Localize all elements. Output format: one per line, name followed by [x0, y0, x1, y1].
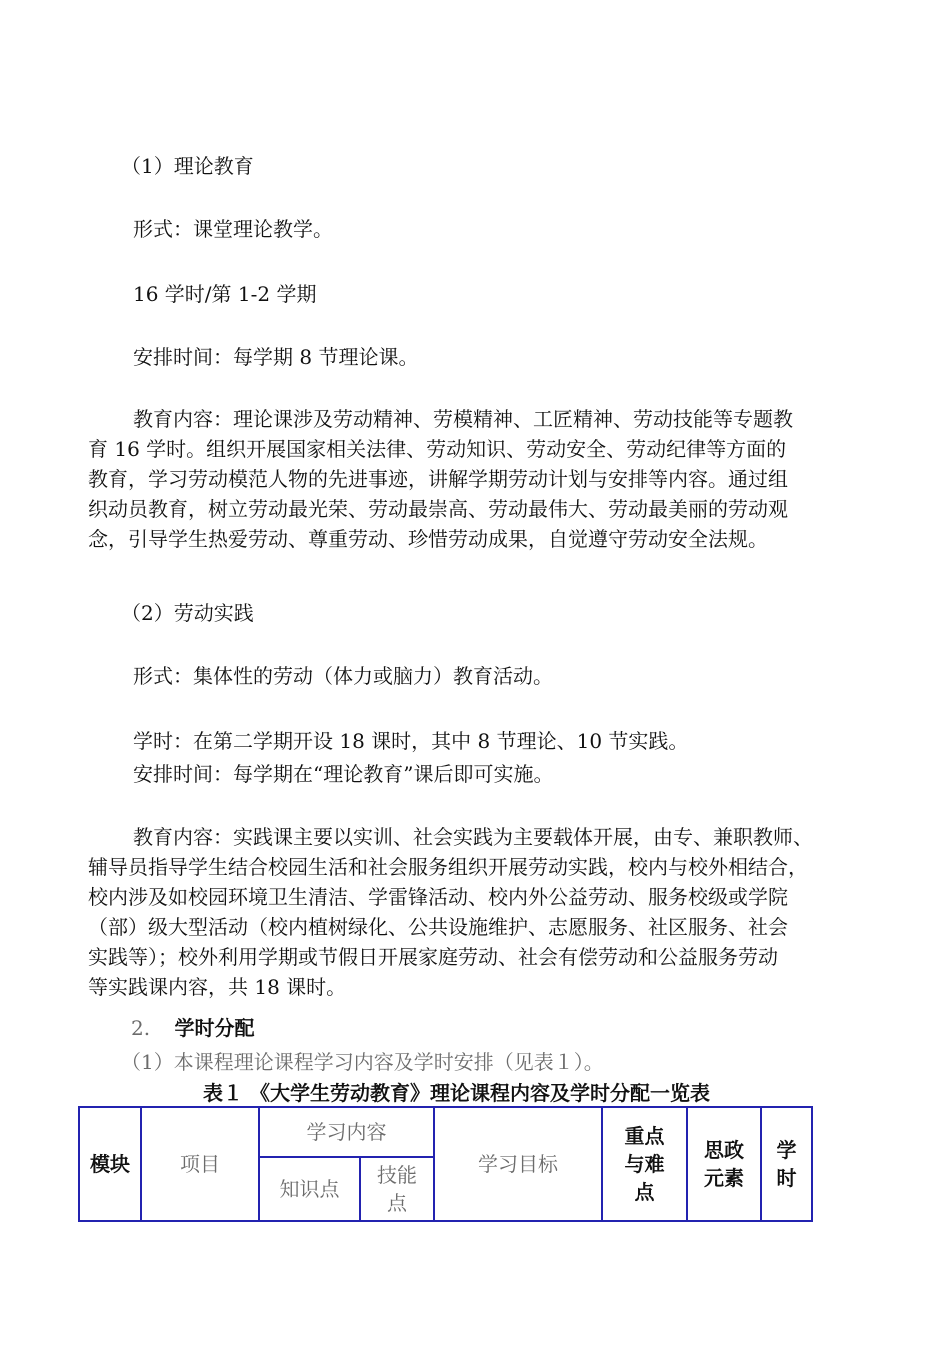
practice-content	[88, 822, 866, 1002]
theory-content-line: 教育内容：理论课涉及劳动精神、劳模精神、工匠精神、劳动技能等专题教	[133, 407, 793, 431]
practice-form: 形式：集体性的劳动（体力或脑力）教育活动。	[133, 664, 553, 688]
theory-content-line: 织动员教育，树立劳动最光荣、劳动最崇高、劳动最伟大、劳动最美丽的劳动观	[88, 497, 788, 521]
practice-content-line: 辅导员指导学生结合校园生活和社会服务组织开展劳动实践，校内与校外相结合，	[88, 855, 808, 879]
header-objective: 学习目标	[434, 1107, 602, 1221]
practice-content-line: 教育内容：实践课主要以实训、社会实践为主要载体开展，由专、兼职教师、	[133, 825, 813, 849]
theory-schedule: 安排时间：每学期 8 节理论课。	[133, 345, 419, 369]
practice-content-line: 等实践课内容，共 18 课时。	[88, 975, 347, 999]
theory-form: 形式：课堂理论教学。	[133, 217, 333, 241]
theory-heading: （1）理论教育	[121, 154, 254, 178]
header-knowledge: 知识点	[259, 1157, 360, 1221]
header-key-points: 重点与难点	[602, 1107, 687, 1221]
header-ideology: 思政元素	[687, 1107, 761, 1221]
section2-intro: （1）本课程理论课程学习内容及学时安排（见表１）。	[121, 1050, 604, 1074]
header-skill: 技能点	[360, 1157, 434, 1221]
section2-title: 学时分配	[174, 1016, 255, 1040]
section2-heading	[131, 1012, 254, 1044]
hours-allocation-table	[78, 1106, 813, 1222]
section2-number: 2.	[131, 1016, 151, 1040]
practice-hours: 学时：在第二学期开设 18 课时，其中 8 节理论、10 节实践。	[133, 729, 689, 753]
header-module: 模块	[79, 1107, 141, 1221]
practice-content-line: （部）级大型活动（校内植树绿化、公共设施维护、志愿服务、社区服务、社会	[88, 915, 788, 939]
practice-schedule: 安排时间：每学期在“理论教育”课后即可实施。	[133, 762, 554, 786]
theory-content-line: 念，引导学生热爱劳动、尊重劳动、珍惜劳动成果，自觉遵守劳动安全法规。	[88, 527, 768, 551]
header-hours: 学时	[761, 1107, 812, 1221]
practice-content-line: 实践等）；校外利用学期或节假日开展家庭劳动、社会有偿劳动和公益服务劳动	[88, 945, 778, 969]
theory-hours: 16 学时/第 1-2 学期	[133, 282, 317, 306]
theory-content-line: 育 16 学时。组织开展国家相关法律、劳动知识、劳动安全、劳动纪律等方面的	[88, 437, 787, 461]
theory-content	[88, 404, 866, 554]
practice-heading: （2）劳动实践	[121, 601, 254, 625]
header-project: 项目	[141, 1107, 259, 1221]
header-learning-content: 学习内容	[259, 1107, 434, 1157]
table-caption: 表１ 《大学生劳动教育》理论课程内容及学时分配一览表	[203, 1081, 710, 1105]
theory-content-line: 教育，学习劳动模范人物的先进事迹，讲解学期劳动计划与安排等内容。通过组	[88, 467, 788, 491]
practice-content-line: 校内涉及如校园环境卫生清洁、学雷锋活动、校内外公益劳动、服务校级或学院	[88, 885, 788, 909]
